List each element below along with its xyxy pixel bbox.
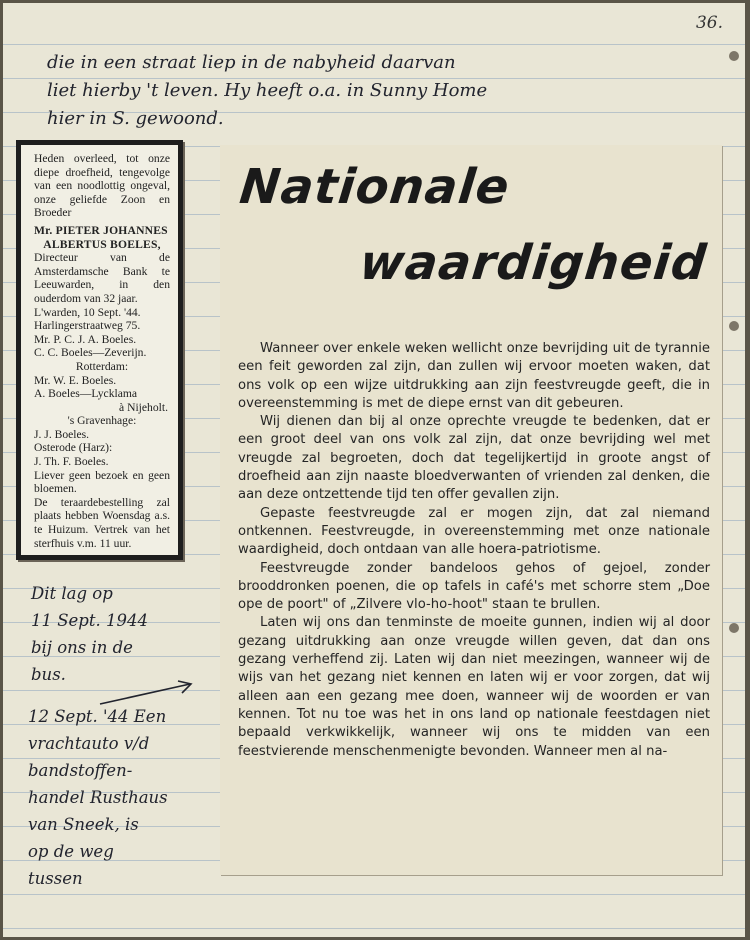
- obituary-family: à Nijeholt.: [119, 400, 168, 414]
- article-paragraph: Wij dienen dan bij al onze oprechte vreugde te bedenken, dat er een groot deel van ons volk zal zijn, dat onze bevrijding wel met vreugde zal begroeten, doch dat tegelijkertijd in groote angst of droefheid aan zijn naaste bloedverwanten of vrienden zal denken, die aan deze ontzettende tijd ten offer gevallen zijn.: [238, 414, 710, 503]
- handwritten-line: tussen: [28, 869, 83, 888]
- handwritten-line: 12 Sept. '44 Een: [28, 707, 167, 726]
- binder-hole: [729, 623, 739, 633]
- handwritten-top-note: [47, 49, 727, 133]
- handwritten-line: liet hierby 't leven. Hy heeft o.a. in Sunny Home: [47, 80, 488, 101]
- handwritten-line: bandstoffen-: [28, 761, 133, 780]
- obituary-notice: [16, 140, 183, 560]
- obituary-city: Osterode (Harz):: [34, 441, 113, 455]
- obituary-name: ALBERTUS BOELES,: [43, 237, 161, 251]
- handwritten-line: van Sneek, is: [28, 815, 139, 834]
- article-paragraph: Wanneer over enkele weken wellicht onze bevrijding uit de tyrannie een feit geworden zal zijn, dan zullen wij ervoor moeten waken, dat ons volk op een wijze uitdrukking aan zijn feestvreugde geeft, die in overeenstemming is met de diepe ernst van dit gebeuren.: [238, 341, 710, 411]
- scrapbook-page: [3, 3, 745, 937]
- handwritten-line: hier in S. gewoond.: [47, 108, 224, 129]
- arrow-icon: [98, 678, 196, 706]
- handwritten-line: bus.: [31, 665, 66, 684]
- article-body: [238, 340, 710, 761]
- obituary-address: Harlingerstraatweg 75.: [34, 319, 141, 333]
- article-paragraph: Feestvreugde zonder bandeloos gehos of gejoel, zonder brooddronken poenen, die op tafels in café's met schorre stem „Doe ope de poort" of „Zilvere vlo-ho-hoot" staan te brullen.: [238, 560, 710, 613]
- obituary-city: Rotterdam:: [75, 359, 129, 373]
- obituary-family: C. C. Boeles—Zeverijn.: [34, 346, 147, 360]
- handwritten-note-truck: [28, 703, 218, 892]
- obituary-flowers: Liever geen bezoek en geen bloemen.: [34, 468, 170, 496]
- handwritten-line: bij ons in de: [31, 638, 133, 657]
- obituary-family: J. J. Boeles.: [34, 427, 90, 441]
- obituary-family: J. Th. F. Boeles.: [34, 455, 109, 469]
- handwritten-line: die in een straat liep in de nabyheid daarvan: [47, 52, 456, 73]
- obituary-family: A. Boeles—Lycklama: [34, 387, 138, 401]
- obituary-city: 's Gravenhage:: [67, 414, 137, 428]
- obituary-burial: De teraardebestelling zal plaats hebben Woensdag a.s. te Huizum. Vertrek van het sterfhuis v.m. 11 uur.: [34, 495, 170, 550]
- handwritten-line: handel Rusthaus: [28, 788, 168, 807]
- page-number: 36.: [695, 13, 723, 33]
- headline-line-2: waardigheid: [357, 235, 710, 291]
- handwritten-line: op de weg: [28, 842, 114, 861]
- handwritten-line: Dit lag op: [31, 584, 113, 603]
- obituary-role: Directeur van de Amsterdamsche Bank te Leeuwarden, in den ouderdom van 32 jaar.: [34, 251, 170, 305]
- obituary-family: Mr. P. C. J. A. Boeles.: [34, 332, 137, 346]
- obituary-intro: Heden overleed, tot onze diepe droefheid, tengevolge van een noodlottig ongeval, onze geliefde Zoon en Broeder: [34, 152, 170, 220]
- obituary-family: Mr. W. E. Boeles.: [34, 373, 117, 387]
- newspaper-clipping: [220, 145, 722, 875]
- headline-line-1: Nationale: [237, 159, 513, 215]
- article-paragraph: Laten wij ons dan tenminste de moeite gunnen, indien wij al door gezang uitdrukking aan onze vreugde willen geven, dat dan ons gezang verheffend zij. Laten wij dan niet meezingen, wanneer wij de wijs van het gezang niet kennen en laten wij er voor zorgen, dat wij alleen aan een gezang mee doen, wanneer wij de woorden er van kennen. Tot nu toe was het in ons land op nationale feestdagen niet bepaald verkwikkelijk, wanneer wij ons te midden van een feestvierende menschenmenigte bevonden. Wanneer men al na-: [238, 615, 710, 759]
- handwritten-note-received: [31, 580, 211, 688]
- article-paragraph: Gepaste feestvreugde zal er mogen zijn, dat zal niemand ontkennen. Feestvreugde, in overeenstemming met onze nationale waardigheid, doch ontdaan van alle hoera-patriotisme.: [238, 505, 710, 558]
- binder-hole: [729, 51, 739, 61]
- handwritten-line: 11 Sept. 1944: [31, 611, 148, 630]
- obituary-name: Mr. PIETER JOHANNES: [34, 223, 168, 237]
- obituary-date: L'warden, 10 Sept. '44.: [34, 305, 141, 319]
- binder-hole: [729, 321, 739, 331]
- handwritten-line: vrachtauto v/d: [28, 734, 150, 753]
